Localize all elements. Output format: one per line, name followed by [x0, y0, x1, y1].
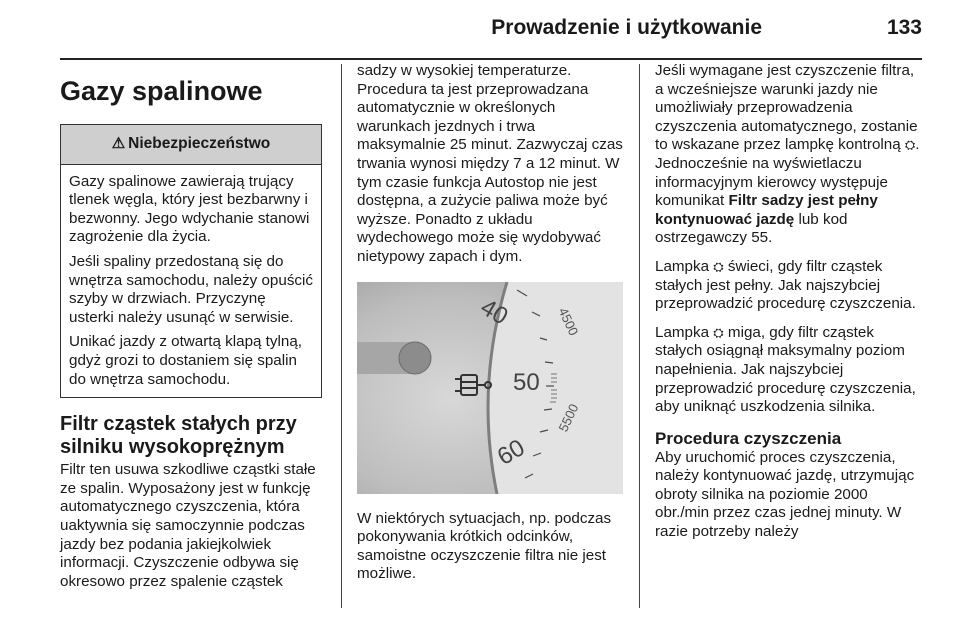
procedure-heading: Procedura czyszczenia: [655, 428, 842, 448]
page-header-title: Prowadzenie i użytkowanie: [491, 16, 762, 39]
paragraph: [655, 62, 921, 248]
danger-box: [60, 124, 322, 398]
speed-label-40: 40: [475, 293, 513, 331]
paragraph: [655, 258, 921, 314]
danger-paragraph: Unikać jazdy z otwartą klapą tylną, gdyż grozi to dostaniem się spalin do wnętrza samochodu.: [69, 333, 302, 388]
filter-indicator-icon: ⛭: [904, 137, 916, 153]
filter-indicator-icon: ⛭: [713, 258, 724, 274]
filter-paragraph: Filtr ten usuwa szkodliwe cząstki stałe ze spalin. Wyposażony jest w funkcję automatycznego czyszczenia, która uaktywnia się samoczynnie podczas jazdy bez podania jakiejkolwiek informacji. Czyszczenie odbywa się okresowo przez spalenie cząstek: [60, 461, 316, 590]
danger-box-header: [61, 125, 321, 165]
danger-paragraph: Jeśli spaliny przedostaną się do wnętrza samochodu, należy opuścić szyby w drzwiach. Przyczynę usterki należy usunąć w serwisie.: [69, 252, 313, 326]
speed-label-50: 50: [513, 368, 540, 396]
speed-label-60: 60: [492, 433, 530, 471]
text-span: Jeśli wymagane jest czyszczenie filtra, a wcześniejsze warunki jazdy nie umożliwiały przeprowadzenia czyszczenia automatycznego, zostanie to wskazane przez lampkę kontrolną: [655, 62, 918, 154]
header-divider: [60, 58, 922, 60]
filter-indicator-icon: ⛭: [713, 324, 724, 340]
text-span: miga, gdy filtr cząstek stałych osiągnął maksymalny poziom napełnienia. Jak najszybciej przeprowadzić procedurę czyszczenia, aby uniknąć uszkodzenia silnika.: [655, 323, 916, 416]
text-span: . Jednocześnie na wyświetlaczu informacyjnym kierowcy występuje komunikat: [655, 136, 920, 210]
rpm-label-4500: 4500: [555, 304, 582, 338]
danger-paragraph: Gazy spalinowe zawierają trujący tlenek węgla, który jest bezbarwny i bezwonny. Jego wdychanie stanowi zagrożenie dla życia.: [69, 172, 310, 246]
paragraph: [655, 324, 921, 417]
filter-heading: Filtr cząstek stałych przy silniku wysokoprężnym: [60, 413, 297, 459]
text-span: Lampka: [655, 257, 710, 275]
column-divider: [639, 64, 640, 608]
text-span: Lampka: [655, 323, 710, 341]
danger-box-body: [61, 165, 321, 398]
section-title: Gazy spalinowe: [60, 76, 263, 106]
column-right: [655, 62, 921, 542]
page-number: 133: [886, 16, 922, 39]
column-left: [60, 62, 326, 591]
column-middle: [357, 62, 623, 584]
paragraph-continued: sadzy w wysokiej temperaturze. Procedura ta jest przeprowadzana automatycznie w określonych warunkach jezdnych i trwa maksymalnie 25 minut. Zazwyczaj czas trwania wynosi między 7 a 12 minut. W tym czasie funkcja Autostop nie jest dostępna, a zużycie paliwa może być wyższe. Ponadto z układu wydechowego może się wydobywać nietypowy zapach i dym.: [357, 62, 623, 265]
text-span: świeci, gdy filtr cząstek stałych jest pełny. Jak najszybciej przeprowadzić procedurę czyszczenia.: [655, 257, 916, 313]
trip-reset-knob: [357, 342, 431, 374]
procedure-paragraph: Aby uruchomić proces czyszczenia, należy kontynuować jazdę, utrzymując obroty silnika na poziomie 2000 obr./min przez czas jednej minuty. W razie potrzeby należy: [655, 448, 915, 541]
warning-triangle-icon: ⚠: [111, 135, 126, 152]
rpm-label-5500: 5500: [555, 401, 582, 434]
danger-heading: Niebezpieczeństwo: [128, 135, 271, 152]
paragraph: W niektórych sytuacjach, np. podczas pokonywania krótkich odcinków, samoistne oczyszczenie filtra nie jest możliwe.: [357, 509, 612, 583]
instrument-cluster-photo: [357, 282, 623, 494]
text-span: lub kod ostrzegawczy 55.: [655, 210, 848, 247]
message-text: Filtr sadzy jest pełny kontynuować jazdę: [655, 192, 878, 228]
column-divider: [341, 64, 342, 608]
